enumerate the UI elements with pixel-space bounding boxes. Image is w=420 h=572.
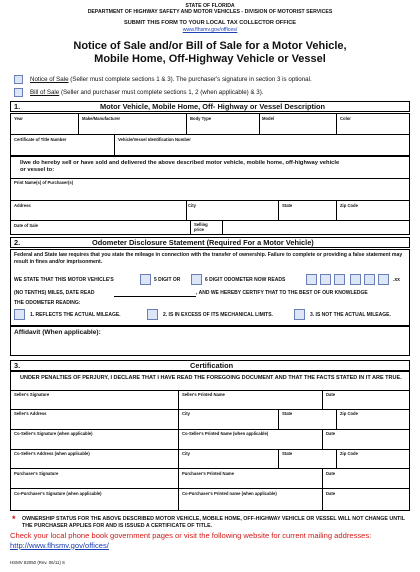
vin-field[interactable]: Vehicle/Vessel Identification Number — [118, 137, 191, 142]
section-1-title: Motor Vehicle, Mobile Home, Off- Highway or Vessel Description — [100, 102, 326, 111]
seller-state-field[interactable]: State — [282, 411, 293, 416]
asterisk-icon: * — [12, 514, 16, 524]
grid-divider — [190, 220, 191, 235]
coseller-address-field[interactable]: Co-Seller's Address (when applicable) — [14, 451, 90, 456]
odometer-law-text: Federal and State law requires that you state the mileage in connection with the transfer of ownership. Failure to complete or providing a false statement may result in fines and/or imprisonment. — [14, 252, 403, 265]
odometer-statement: WE STATE THAT THIS MOTOR VEHICLE'S — [14, 277, 114, 283]
model-field[interactable]: Model — [262, 116, 275, 121]
offices-footer-link[interactable]: http://www.flhsmv.gov/offices/ — [10, 540, 109, 550]
coseller-name-field[interactable]: Co-Seller's Printed Name (when applicable) — [182, 431, 269, 436]
form-title-line2: Mobile Home, Off-Highway Vehicle or Vessel — [94, 53, 326, 65]
actual-mileage-label: 1. REFLECTS THE ACTUAL MILEAGE. — [30, 312, 121, 318]
odometer-digit-4[interactable] — [350, 274, 361, 285]
make-field[interactable]: Make/Manufacturer — [82, 116, 121, 121]
copurchaser-date-field[interactable]: Date — [326, 491, 336, 496]
affidavit-label: Affidavit (When applicable): — [14, 329, 101, 336]
color-field[interactable]: Color — [340, 116, 351, 121]
purchaser-name-field[interactable]: Print Name(s) of Purchaser(s) — [14, 180, 74, 185]
grid-divider — [336, 449, 337, 468]
odometer-reading-label: THE ODOMETER READING: — [14, 300, 81, 306]
notice-of-sale-label: Notice of Sale (Seller must complete sections 1 & 3). The purchaser's signature in section 3 is optional. — [30, 76, 312, 83]
bill-of-sale-checkbox[interactable] — [14, 88, 23, 97]
bill-of-sale-label: Bill of Sale (Seller and purchaser must complete sections 1, 2 (when applicable) & 3). — [30, 89, 264, 96]
grid-divider — [10, 220, 410, 221]
grid-divider — [10, 468, 410, 469]
grid-divider — [10, 429, 410, 430]
form-title — [0, 40, 420, 66]
grid-divider — [278, 409, 279, 429]
odometer-digit-6[interactable] — [378, 274, 389, 285]
grid-divider — [114, 134, 115, 156]
state-heading: STATE OF FLORIDA — [185, 3, 235, 9]
section-2-number: 2. — [14, 238, 21, 247]
six-digit-label: 6 DIGIT ODOMETER NOW READS — [205, 277, 286, 283]
five-digit-checkbox[interactable] — [140, 274, 151, 285]
grid-divider — [336, 200, 337, 220]
seller-city-field[interactable]: City — [182, 411, 190, 416]
purchaser-address-field[interactable]: Address — [14, 203, 31, 208]
copurchaser-signature-field[interactable]: Co-Purchaser's Signature (when applicable) — [14, 491, 102, 496]
seller-name-field[interactable]: Seller's Printed Name — [182, 392, 225, 397]
excess-limits-checkbox[interactable] — [147, 309, 158, 320]
purchaser-state-field[interactable]: State — [282, 203, 293, 208]
certify-statement: , AND WE HEREBY CERTIFY THAT TO THE BEST OF OUR KNOWLEDGE — [196, 290, 368, 296]
grid-divider — [259, 113, 260, 134]
ownership-notice: OWNERSHIP STATUS FOR THE ABOVE DESCRIBED MOTOR VEHICLE, MOBILE HOME, OFF-HIGHWAY VEHICLE OR VESSEL WILL NOT CHANGE UNTIL THE PURCHASER APPLIES FOR AND IS ISSUED A CERTIFICATE OF TITLE. — [22, 516, 405, 529]
perjury-statement: UNDER PENALTIES OF PERJURY, I DECLARE THAT I HAVE READ THE FOREGOING DOCUMENT AND THAT THE FACTS STATED IN IT ARE TRUE. — [20, 375, 402, 381]
purchaser-signature-field[interactable]: Purchaser's Signature — [14, 471, 59, 476]
grid-divider — [336, 113, 337, 134]
purchaser-city-field[interactable]: City — [188, 203, 196, 208]
grid-divider — [178, 390, 179, 511]
seller-signature-field[interactable]: Seller's Signature — [14, 392, 50, 397]
coseller-zip-field[interactable]: Zip Code — [340, 451, 358, 456]
form-number: HSMV 82050 (Rev. 06/11) S — [10, 560, 65, 565]
notice-of-sale-checkbox[interactable] — [14, 75, 23, 84]
grid-divider — [10, 178, 410, 179]
selling-price-field[interactable] — [224, 221, 334, 234]
grid-divider — [336, 409, 337, 429]
odometer-digit-5[interactable] — [364, 274, 375, 285]
six-digit-checkbox[interactable] — [191, 274, 202, 285]
tenths-marker: .xx — [393, 277, 400, 283]
odometer-digit-2[interactable] — [320, 274, 331, 285]
grid-divider — [278, 449, 279, 468]
section-3-title: Certification — [190, 361, 234, 370]
coseller-date-field[interactable]: Date — [326, 431, 336, 436]
selling-price-label: Selling price — [194, 222, 208, 232]
five-digit-label: 5 DIGIT OR — [154, 277, 181, 283]
seller-zip-field[interactable]: Zip Code — [340, 411, 358, 416]
date-read-field[interactable] — [114, 296, 196, 297]
grid-divider — [322, 390, 323, 409]
odometer-digit-1[interactable] — [306, 274, 317, 285]
mailing-address-notice: Check your local phone book government pages or visit the following website for current mailing addresses: http://www.flhsmv.gov/offices/ — [10, 531, 372, 550]
no-tenths-label: (NO TENTHS) MILES, DATE READ — [14, 290, 95, 296]
grid-divider — [322, 468, 323, 511]
grid-divider — [10, 488, 410, 489]
grid-divider — [10, 449, 410, 450]
year-field[interactable]: Year — [14, 116, 23, 121]
seller-address-field[interactable]: Seller's Address — [14, 411, 47, 416]
purchaser-date-field[interactable]: Date — [326, 471, 336, 476]
coseller-signature-field[interactable]: Co-Seller's Signature (when applicable) — [14, 431, 93, 436]
title-number-field[interactable]: Certificate of Title Number — [14, 137, 67, 142]
offices-link[interactable]: www.flhsmv.gov/offices/ — [182, 27, 238, 33]
excess-limits-label: 2. IS IN EXCESS OF ITS MECHANICAL LIMITS. — [163, 312, 273, 318]
grid-divider — [186, 113, 187, 134]
department-heading: DEPARTMENT OF HIGHWAY SAFETY AND MOTOR VEHICLES - DIVISION OF MOTORIST SERVICES — [87, 9, 333, 15]
grid-divider — [10, 134, 410, 135]
date-of-sale-field[interactable]: Date of Sale — [14, 223, 38, 228]
coseller-state-field[interactable]: State — [282, 451, 293, 456]
coseller-city-field[interactable]: City — [182, 451, 190, 456]
grid-divider — [10, 409, 410, 410]
not-actual-label: 3. IS NOT THE ACTUAL MILEAGE. — [310, 312, 391, 318]
form-title-line1: Notice of Sale and/or Bill of Sale for a Motor Vehicle, — [73, 40, 347, 52]
odometer-digit-3[interactable] — [334, 274, 345, 285]
sale-statement: I/we do hereby sell or have sold and delivered the above described motor vehicle, mobile home, off-highway vehicle or vessel to: — [20, 160, 340, 173]
grid-divider — [278, 200, 279, 220]
grid-divider — [10, 200, 410, 201]
copurchaser-printed-name-field[interactable]: Co-Purchaser's Printed name (when applicable) — [182, 491, 277, 496]
body-type-field[interactable]: Body Type — [190, 116, 212, 121]
grid-divider — [78, 113, 79, 134]
grid-divider — [322, 429, 323, 449]
grid-divider — [222, 220, 223, 235]
submit-instruction: SUBMIT THIS FORM TO YOUR LOCAL TAX COLLECTOR OFFICE — [124, 20, 296, 26]
section-1-number: 1. — [14, 102, 21, 111]
actual-mileage-checkbox[interactable] — [14, 309, 25, 320]
seller-date-field[interactable]: Date — [326, 392, 336, 397]
purchaser-zip-field[interactable]: Zip Code — [340, 203, 358, 208]
purchaser-printed-name-field[interactable]: Purchaser's Printed Name — [182, 471, 234, 476]
section-3-number: 3. — [14, 361, 21, 370]
not-actual-checkbox[interactable] — [294, 309, 305, 320]
section-2-title: Odometer Disclosure Statement (Required For a Motor Vehicle) — [92, 238, 314, 247]
grid-divider — [10, 390, 410, 391]
grid-divider — [186, 200, 187, 220]
